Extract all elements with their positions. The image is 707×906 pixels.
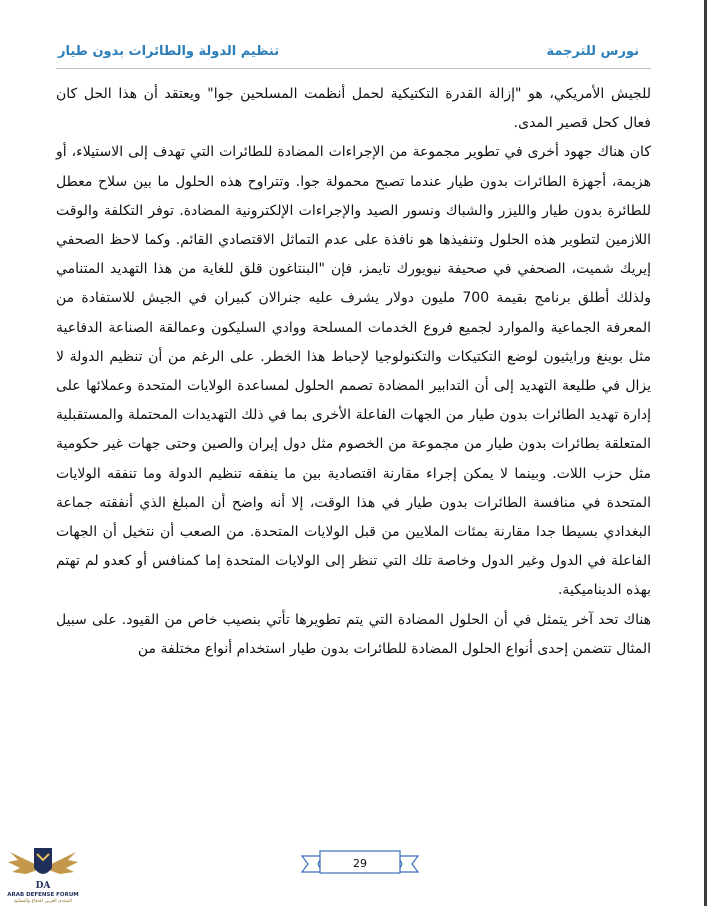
document-body bbox=[56, 80, 651, 664]
logo-initials: DA bbox=[35, 881, 51, 891]
header-divider bbox=[56, 68, 651, 69]
header-publisher-name: نورس للترجمة bbox=[546, 44, 639, 59]
paragraph: كان هناك جهود أخرى في تطوير مجموعة من الإجراءات المضادة للطائرات التي تهدف إلى الاستيلاء، أو هزيمة، أجهزة الطائرات بدون طيار عندما تصبح محمولة جوا. وتتراوح هذه الحلول ما بين سلاح معطل للطائرة بدون طيار والليزر والشباك ونسور الصيد والإجراءات الإلكترونية المضادة. توفر التكلفة والوقت اللازمين لتطوير هذه الحلول وتنفيذها هو نافذة على عدم التماثل الاقتصادي القائم. وكما لاحظ الصحفي إيريك شميت، الصحفي في صحيفة نيويورك تايمز، فإن "البنتاغون قلق للغاية من هذا التهديد المتنامي ولذلك أطلق برنامج بقيمة 700 مليون دولار يشرف عليه جنرالان كبيران في الجيش للاستفادة من المعرفة الجماعية والموارد لجميع فروع الخدمات المسلحة ووادي السليكون وعمالقة الصناعة الدفاعية مثل بوينغ ورايثيون لوضع التكتيكات والتكنولوجيا لإحباط هذا الخطر. على الرغم من أن تنظيم الدولة لا يزال في طليعة التهديد إلى أن التدابير المضادة تصمم الحلول لمساعدة الولايات المتحدة وعملائها على إدارة تهديد الطائرات بدون طيار من الجهات الفاعلة الأخرى بما في ذلك التهديدات المحتملة والمستقبلية المتعلقة بطائرات بدون طيار من مجموعة من الخصوم مثل دول إيران والصين وحتى جهات غير حكومية مثل حزب اللات. وبينما لا يمكن إجراء مقارنة اقتصادية بين ما ينفقه تنظيم الدولة وما تنفقه الولايات المتحدة في منافسة الطائرات بدون طيار في هذا الوقت، إلا أنه واضح أن المبلغ الذي أنفقته جماعة البغدادي بسيطا جدا مقارنة بمئات الملايين من قبل الولايات المتحدة. من الصعب أن نتخيل أن الجهات الفاعلة في الدول وغير الدول وخاصة تلك التي تنظر إلى الولايات المتحدة إما كمنافس أو كعدو لم تهتم بهذه الديناميكية. bbox=[56, 144, 651, 599]
page-number-banner bbox=[300, 846, 420, 890]
ribbon-right-tail bbox=[398, 856, 418, 872]
page-number: 29 bbox=[353, 857, 367, 870]
header-document-title: تنظيم الدولة والطائرات بدون طيار bbox=[58, 44, 280, 59]
arab-defense-forum-logo bbox=[4, 838, 82, 904]
paragraph: للجيش الأمريكي، هو "إزالة القدرة التكتيكية لحمل أنظمت المسلحين جوا" ويعتقد أن هذا الحل كان فعال كحل قصير المدى. bbox=[56, 86, 651, 132]
logo-org-name: ARAB DEFENSE FORUM bbox=[7, 892, 79, 898]
logo-tagline: المنتدى العربي للدفاع والتسليح bbox=[14, 899, 72, 904]
paragraph: هناك تحد آخر يتمثل في أن الحلول المضادة التي يتم تطويرها تأتي بنصيب خاص من القيود. على سبيل المثال تتضمن إحدى أنواع الحلول المضادة للطائرات بدون طيار استخدام أنواع مختلفة من bbox=[56, 611, 651, 657]
ribbon-left-tail bbox=[302, 856, 322, 872]
